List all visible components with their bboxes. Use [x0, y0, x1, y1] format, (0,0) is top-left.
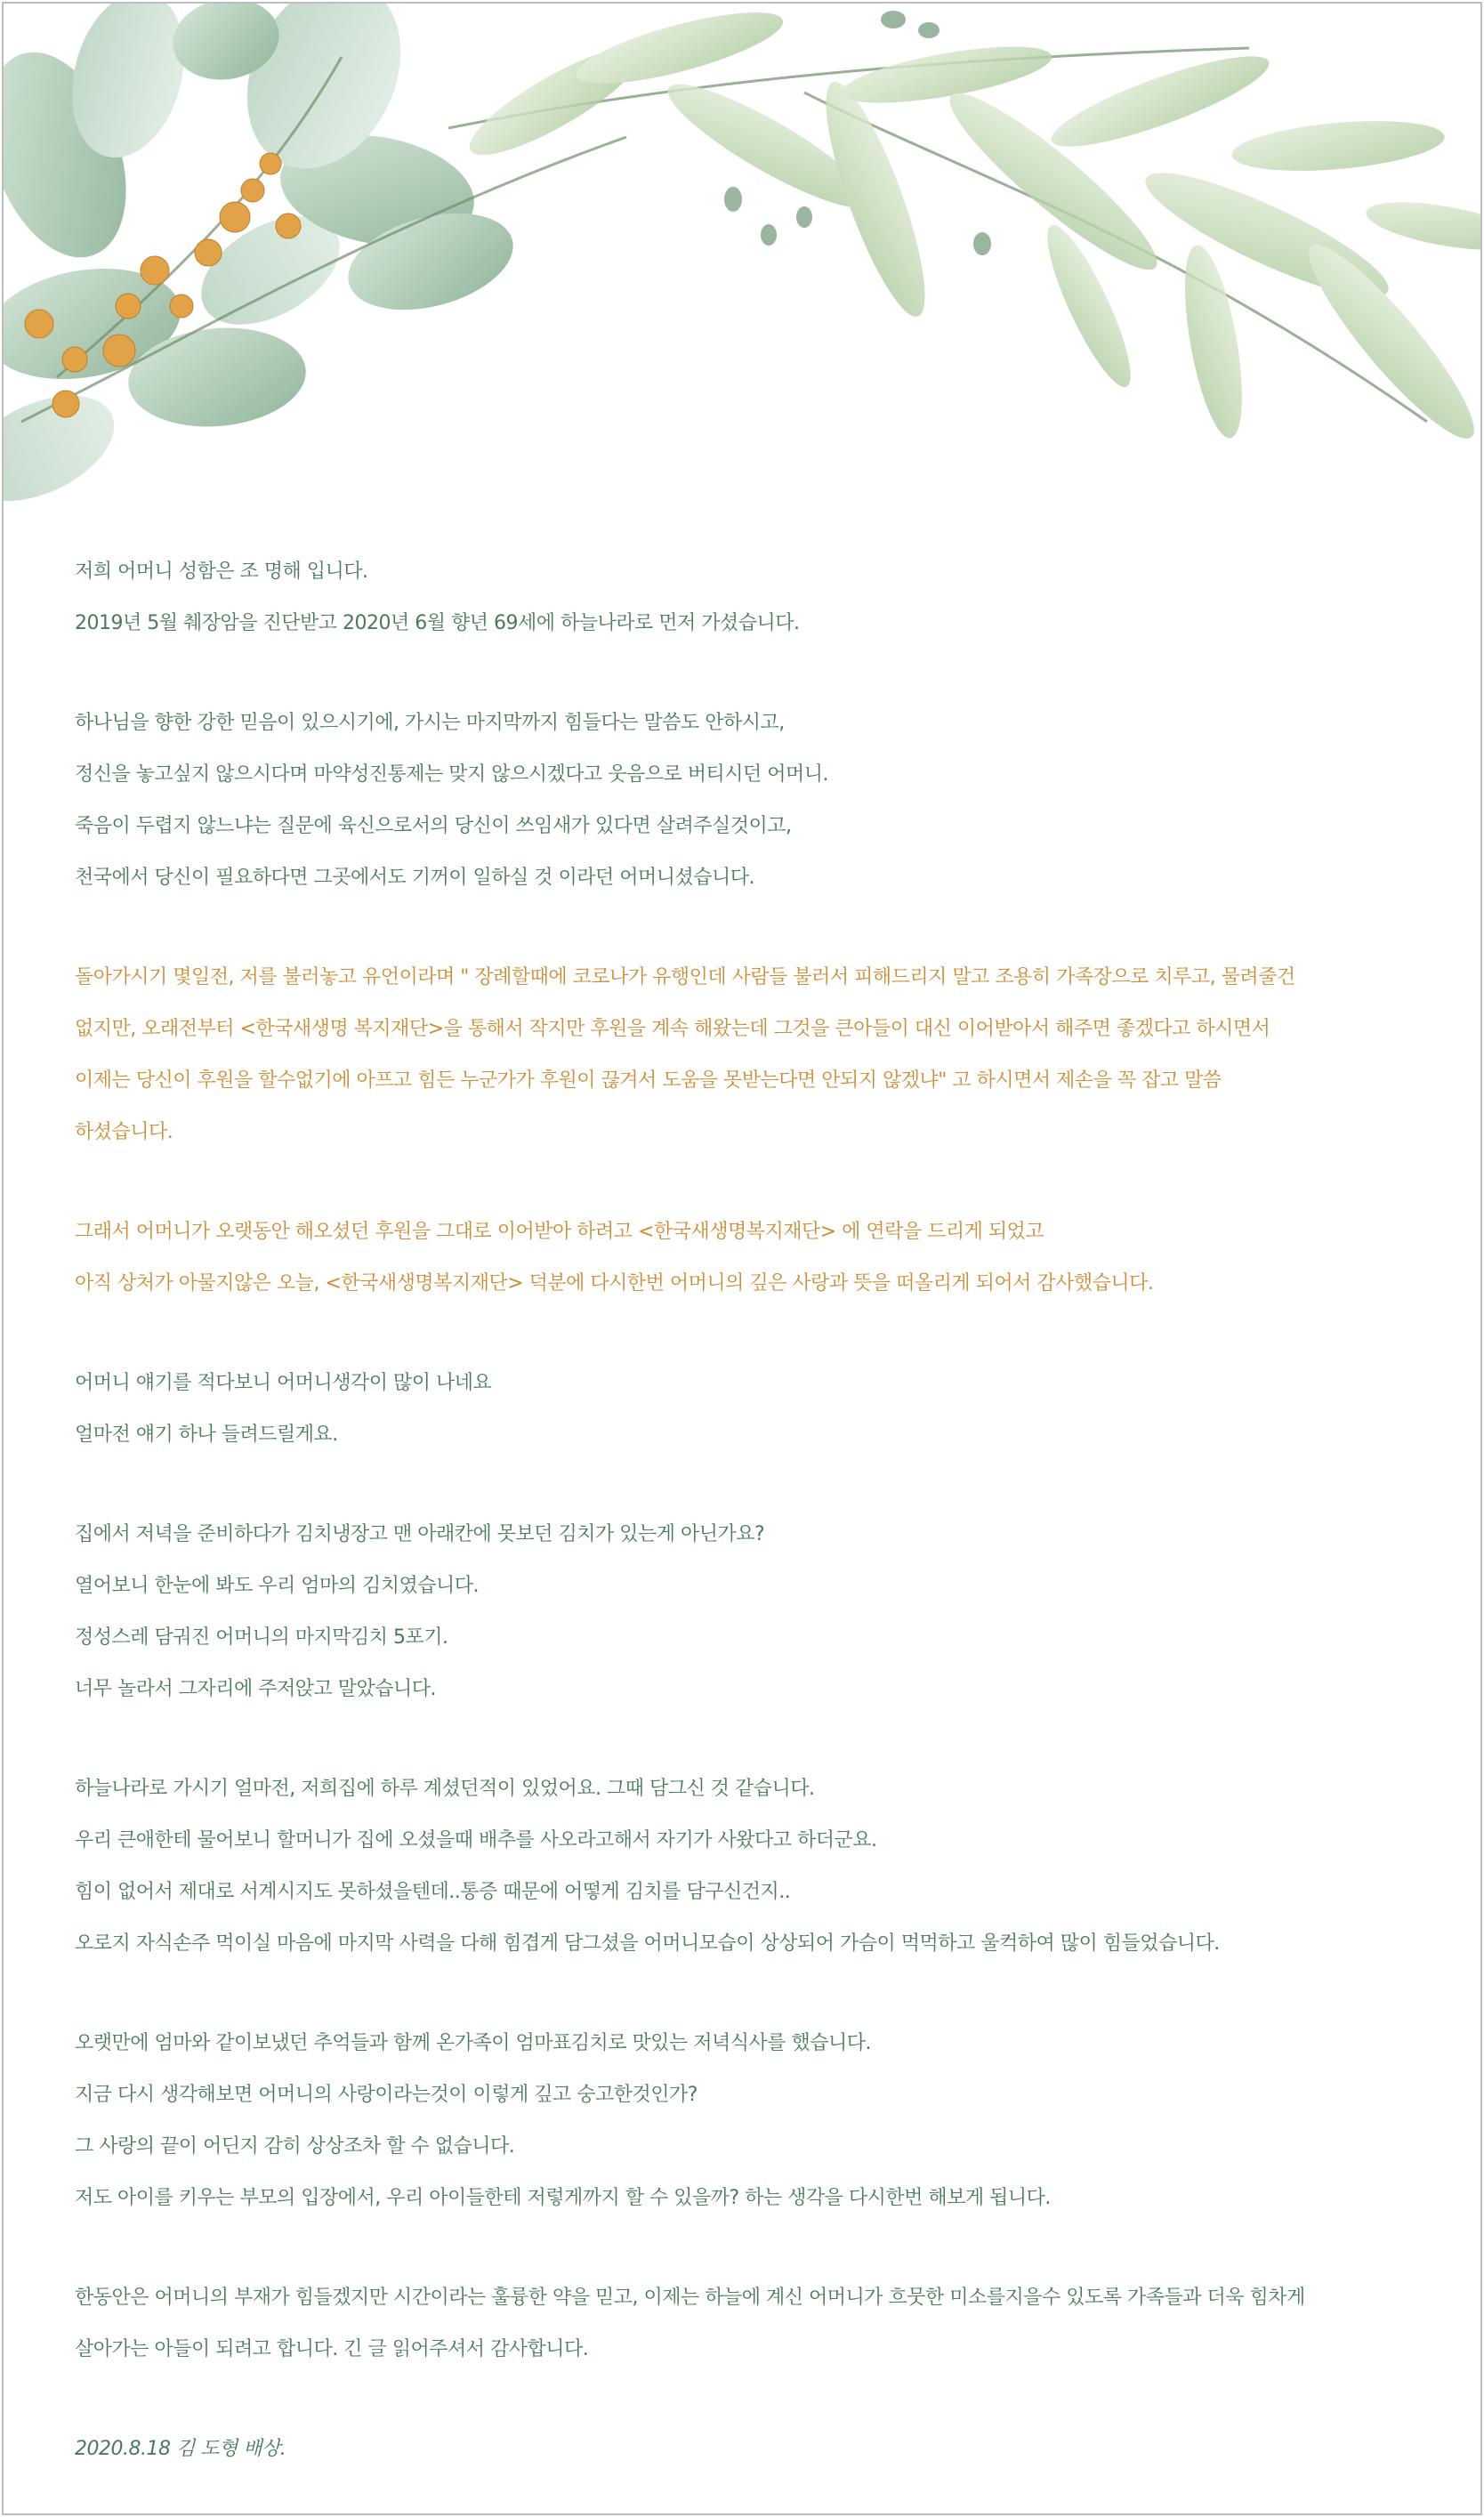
letter-line-highlight: 아직 상처가 아물지않은 오늘, <한국새생명복지재단> 덕분에 다시한번 어머니의 깊은 사랑과 뜻을 떠올리게 되어서 감사했습니다.	[75, 1272, 1154, 1295]
letter-line-highlight: 없지만, 오래전부터 <한국새생명 복지재단>을 통해서 작지만 후원을 계속 해왔는데 그것을 큰아들이 대신 이어받아서 해주면 좋겠다고 하시면서	[75, 1018, 1270, 1040]
letter-line: 천국에서 당신이 필요하다면 그곳에서도 기꺼이 일하실 것 이라던 어머니셨습니다.	[75, 867, 755, 889]
letter-line: 저도 아이를 키우는 부모의 입장에서, 우리 아이들한테 저렇게까지 할 수 있을까? 하는 생각을 다시한번 해보게 됩니다.	[75, 2187, 1051, 2209]
letter-signature: 2020.8.18 김 도형 배상.	[75, 2438, 286, 2460]
letter-line: 열어보니 한눈에 봐도 우리 엄마의 김치였습니다.	[75, 1575, 480, 1597]
letter-line: 그 사랑의 끝이 어딘지 감히 상상조차 할 수 없습니다.	[75, 2135, 515, 2158]
letter-line-highlight: 그래서 어머니가 오랫동안 해오셨던 후원을 그대로 이어받아 하려고 <한국새생명복지재단> 에 연락을 드리게 되었고	[75, 1221, 1044, 1243]
letter-line: 어머니 얘기를 적다보니 어머니생각이 많이 나네요	[75, 1372, 492, 1394]
letter-line: 한동안은 어머니의 부재가 힘들겠지만 시간이라는 훌륭한 약을 믿고, 이제는 하늘에 계신 어머니가 흐뭇한 미소를지을수 있도록 가족들과 더욱 힘차게	[75, 2287, 1305, 2309]
letter-line: 정신을 놓고싶지 않으시다며 마약성진통제는 맞지 않으시겠다고 웃음으로 버티시던 어머니.	[75, 763, 829, 786]
letter-line-highlight: 하셨습니다.	[75, 1121, 173, 1143]
letter-line: 얼마전 얘기 하나 들려드릴게요.	[75, 1424, 338, 1446]
letter-line: 우리 큰애한테 물어보니 할머니가 집에 오셨을때 배추를 사오라고해서 자기가 사왔다고 하더군요.	[75, 1829, 877, 1851]
letter-line: 살아가는 아들이 되려고 합니다. 긴 글 읽어주셔서 감사합니다.	[75, 2338, 589, 2360]
letter-line: 지금 다시 생각해보면 어머니의 사랑이라는것이 이렇게 깊고 숭고한것인가?	[75, 2084, 698, 2106]
letter-card	[2, 2, 1482, 2515]
letter-line: 오랫만에 엄마와 같이보냈던 추억들과 함께 온가족이 엄마표김치로 맛있는 저녁식사를 했습니다.	[75, 2032, 872, 2054]
letter-line: 힘이 없어서 제대로 서계시지도 못하셨을텐데..통증 때문에 어떻게 김치를 담구신건지..	[75, 1881, 791, 1903]
letter-line: 정성스레 담궈진 어머니의 마지막김치 5포기.	[75, 1626, 448, 1649]
letter-line-highlight: 돌아가시기 몇일전, 저를 불러놓고 유언이라며 " 장례할때에 코로나가 유행인데 사람들 불러서 피해드리지 말고 조용히 가족장으로 치루고, 물려줄건	[75, 966, 1295, 988]
letter-body	[75, 546, 1445, 2475]
letter-line: 하나님을 향한 강한 믿음이 있으시기에, 가시는 마지막까지 힘들다는 말씀도 안하시고,	[75, 712, 785, 734]
watercolor-leaves-illustration	[4, 4, 1480, 502]
letter-line: 집에서 저녁을 준비하다가 김치냉장고 맨 아래칸에 못보던 김치가 있는게 아닌가요?	[75, 1523, 765, 1545]
letter-line: 오로지 자식손주 먹이실 마음에 마지막 사력을 다해 힘겹게 담그셨을 어머니모습이 상상되어 가슴이 먹먹하고 울컥하여 많이 힘들었습니다.	[75, 1932, 1220, 1955]
letter-line-highlight: 이제는 당신이 후원을 할수없기에 아프고 힘든 누군가가 후원이 끊겨서 도움을 못받는다면 안되지 않겠냐" 고 하시면서 제손을 꼭 잡고 말씀	[75, 1069, 1222, 1092]
letter-line: 저희 어머니 성함은 조 명해 입니다.	[75, 561, 368, 583]
letter-line: 죽음이 두렵지 않느냐는 질문에 육신으로서의 당신이 쓰임새가 있다면 살려주실것이고,	[75, 815, 792, 837]
letter-line: 2019년 5월 췌장암을 진단받고 2020년 6월 향년 69세에 하늘나라로 먼저 가셨습니다.	[75, 612, 800, 634]
letter-line: 하늘나라로 가시기 얼마전, 저희집에 하루 계셨던적이 있었어요. 그때 담그신 것 같습니다.	[75, 1778, 815, 1800]
letter-line: 너무 놀라서 그자리에 주저앉고 말았습니다.	[75, 1678, 437, 1700]
